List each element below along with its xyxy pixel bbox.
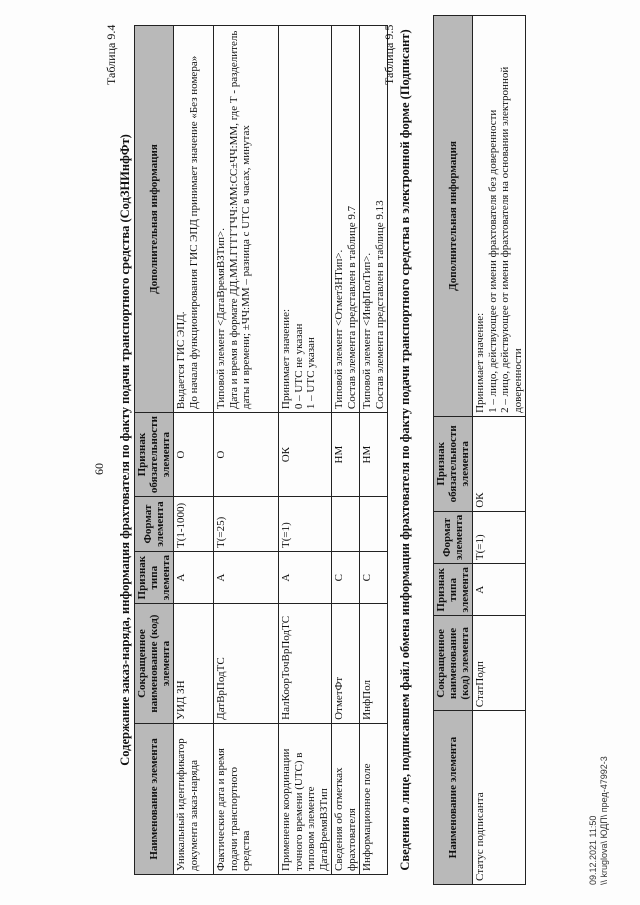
table-cell: ДатВрПодТС [214,604,279,723]
table-cell: Выдается ГИС ЭПД. До начала функционирования ГИС ЭПД принимает значение «Без номера» [174,26,214,413]
table-cell: О [174,413,214,497]
table2-header-cell: Наименование элемента [434,711,473,885]
table-cell: Информационное поле [360,723,388,874]
table-cell: Типовой элемент <ДатаВремяВЗТип>. Дата и время в формате ДД.ММ.ГГГГТЧЧ:ММ:СС±ЧЧ:ММ, где Т - разделитель даты и времени; ±ЧЧ:ММ – разница с UTC в часах, минутах [214,26,279,413]
table1-header-cell: Наименование элемента [135,723,174,874]
table-cell: ОК [473,416,526,511]
file-stamp-path: \\ kruglova\ ЮДП\ пред-47992-3 [599,756,609,885]
table2-header-cell: Признак обязательности элемента [434,416,473,511]
table-cell: ИнфПол [360,604,388,723]
table-cell: Статус подписанта [473,711,526,885]
table-cell: Принимает значение: 0 – UTC не указан 1 – UTC указан [279,26,332,413]
table1-header-cell: Дополнительная информация [135,26,174,413]
table-cell [332,497,360,552]
table-cell: Т(1-1000) [174,497,214,552]
table-cell [360,497,388,552]
table2-header-row [434,16,473,885]
table1-title: Содержание заказ-наряда, информация фрахтователя по факту подачи транспортного средства (СодЗНИнфФт) [118,134,132,766]
table2-header-cell: Дополнительная информация [434,16,473,417]
table-cell: ОтметФт [332,604,360,723]
table-cell: О [214,413,279,497]
table2-caption: Таблица 9.5 [382,24,396,85]
table-cell: С [332,551,360,603]
table-row [279,26,332,875]
table-cell: А [473,564,526,616]
table-cell: Сведения об отметках фрахтователя [332,723,360,874]
table1-header-row [135,26,174,875]
table-cell: Фактические дата и время подачи транспортного средства [214,723,279,874]
table2-header-cell: Признак типа элемента [434,564,473,616]
table1 [134,25,388,875]
page-number: 60 [92,463,106,475]
table-cell: А [279,551,332,603]
table2-header-cell: Формат элемента [434,511,473,563]
table-cell: С [360,551,388,603]
table-cell: Применение координации точного времени (UTC) в типовом элементе ДатаВремяВЗТип [279,723,332,874]
table2-title: Сведения о лице, подписавшем файл обмена информации фрахтователя по факту подачи транспортного средства в электронной форме (Подписант) [398,29,412,871]
table-cell: Типовой элемент <ИнфПолТип>. Состав элемента представлен в таблице 9.13 [360,26,388,413]
table-cell: Принимает значение: 1 – лицо, действующее от имени фрахтователя без доверенности 2 – лицо, действующее от имени фрахтователя на основании электронной доверенности [473,16,526,417]
table2 [433,15,526,885]
table1-caption: Таблица 9.4 [104,24,118,85]
table-row [473,16,526,885]
table2-header-cell: Сокращенное наименование (код) элемента [434,616,473,711]
table1-header-cell: Признак обязательности элемента [135,413,174,497]
table-cell: Т(=25) [214,497,279,552]
table-row [332,26,360,875]
table-cell: Уникальный идентификатор документа заказ-наряда [174,723,214,874]
table-cell: ОК [279,413,332,497]
file-stamp [588,756,610,885]
table-cell: НалКоорТочВрПодТС [279,604,332,723]
table-cell: Т(=1) [473,511,526,563]
table-cell: НМ [332,413,360,497]
table-cell: А [174,551,214,603]
table-cell: УИД ЗН [174,604,214,723]
table-row [214,26,279,875]
table1-header-cell: Сокращенное наименование (код) элемента [135,604,174,723]
table-row [174,26,214,875]
table1-header-cell: Формат элемента [135,497,174,552]
table-row [360,26,388,875]
table-cell: Типовой элемент <ОтметЗНТип>. Состав элемента представлен в таблице 9.7 [332,26,360,413]
table-cell: Т(=1) [279,497,332,552]
file-stamp-date: 09.12.2021 11:50 [588,815,598,885]
table-cell: А [214,551,279,603]
table1-header-cell: Признак типа элемента [135,551,174,603]
table-cell: НМ [360,413,388,497]
table-cell: СтатПодп [473,616,526,711]
